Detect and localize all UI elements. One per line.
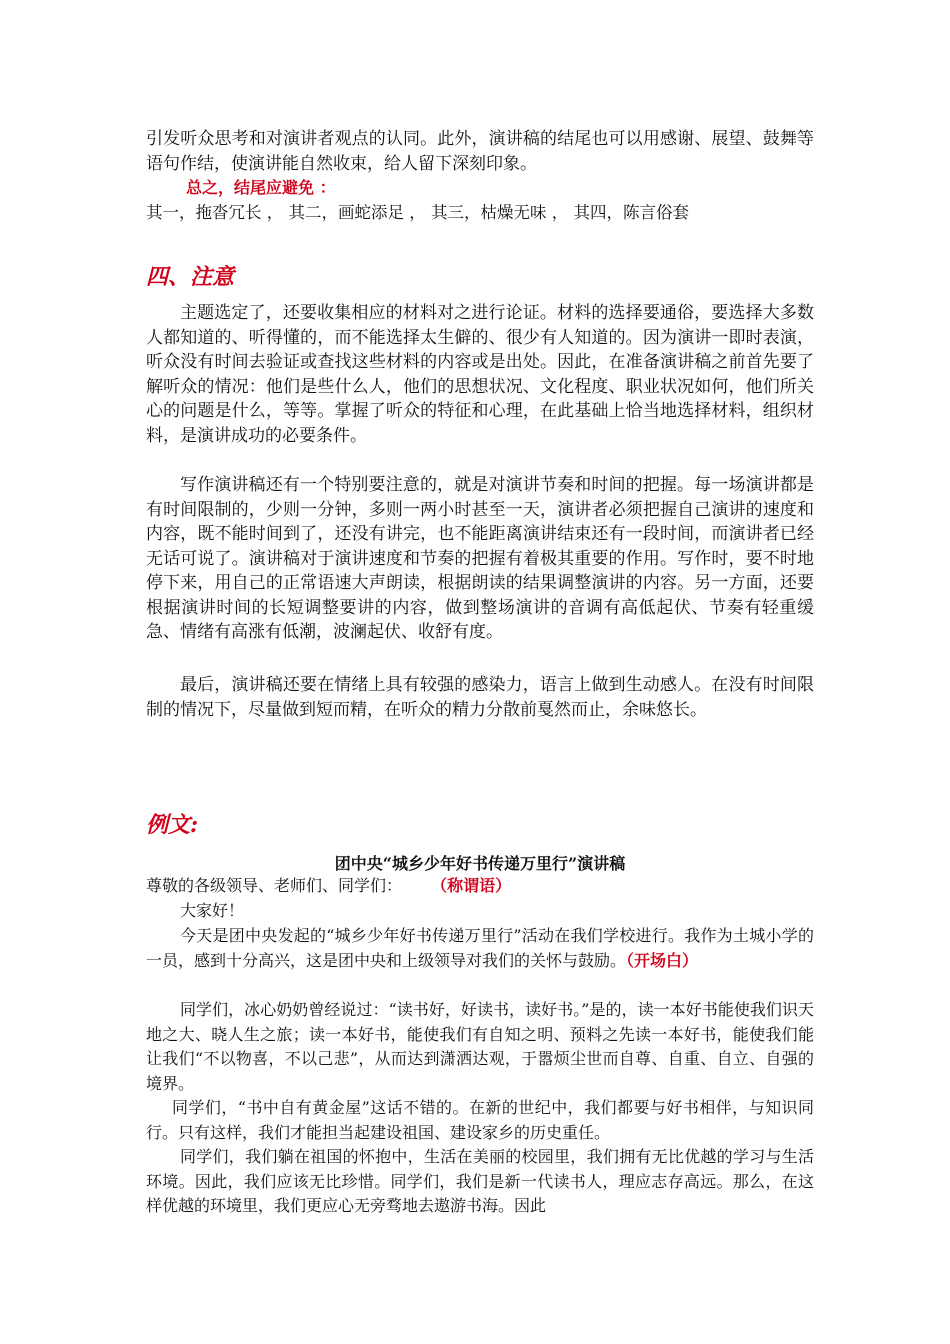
greeting: 大家好！ <box>180 901 245 920</box>
salutation-line <box>146 874 814 899</box>
speech-paragraph-1-text: 今天是团中央发起的“城乡少年好书传递万里行”活动在我们学校进行。我作为土城小学的一员，感到十分高兴，这是团中央和上级领导对我们的关怀与鼓励。 <box>146 926 814 970</box>
avoid-label: 总之，结尾应避免 ： <box>186 178 336 197</box>
speech-paragraph-4: 同学们，我们躺在祖国的怀抱中，生活在美丽的校园里，我们拥有无比优越的学习与生活环境。因此，我们应该无比珍惜。同学们，我们是新一代读书人，理应志存高远。那么，在这样优越的环境里，我们更应心无旁骛地去遨游书海。因此 <box>146 1147 814 1215</box>
avoid-list: 其一，拖沓冗长 ， 其二，画蛇添足 ， 其三，枯燥无味 ， 其四，陈言俗套 <box>146 203 689 222</box>
salutation: 尊敬的各级领导、老师们、同学们： <box>146 876 403 895</box>
intro-paragraph: 引发听众思考和对演讲者观点的认同。此外，演讲稿的结尾也可以用感谢、展望、鼓舞等语句作结，使演讲能自然收束，给人留下深刻印象。 <box>146 129 814 174</box>
opening-note: （开场白） <box>626 950 699 970</box>
example-heading: 例文: <box>146 812 199 838</box>
speech-paragraph-1 <box>146 924 814 973</box>
notes-paragraph-3: 最后，演讲稿还要在情绪上具有较强的感染力，语言上做到生动感人。在没有时间限制的情况下，尽量做到短而精，在听众的精力分散前戛然而止，余味悠长。 <box>146 675 814 720</box>
salutation-note: （称谓语） <box>431 876 512 895</box>
notes-paragraph-1: 主题选定了，还要收集相应的材料对之进行论证。材料的选择要通俗，要选择大多数人都知道的、听得懂的，而不能选择太生僻的、很少有人知道的。因为演讲一即时表演，听众没有时间去验证或查找这些材料的内容或是出处。因此，在准备演讲稿之前首先要了解听众的情况：他们是些什么人，他们的思想状况、文化程度、职业状况如何，他们所关心的问题是什么，等等。掌握了听众的特征和心理，在此基础上恰当地选择材料，组织材料，是演讲成功的必要条件。 <box>146 303 814 446</box>
speech-paragraph-3: 同学们，“书中自有黄金屋”这话不错的。在新的世纪中，我们都要与好书相伴，与知识同行。只有这样，我们才能担当起建设祖国、建设家乡的历史重任。 <box>146 1098 814 1142</box>
section-heading-notes: 四、注意 <box>146 264 235 290</box>
speech-title: 团中央“城乡少年好书传递万里行”演讲稿 <box>334 854 626 873</box>
notes-paragraph-2: 写作演讲稿还有一个特别要注意的，就是对演讲节奏和时间的把握。每一场演讲都是有时间限制的，少则一分钟，多则一两小时甚至一天，演讲者必须把握自己演讲的速度和内容，既不能时间到了，还没有讲完，也不能距离演讲结束还有一段时间，而演讲者已经无话可说了。演讲稿对于演讲速度和节奏的把握有着极其重要的作用。写作时，要不时地停下来，用自己的正常语速大声朗读，根据朗读的结果调整演讲的内容。另一方面，还要根据演讲时间的长短调整要讲的内容，做到整场演讲的音调有高低起伏、节奏有轻重缓急、情绪有高涨有低潮，波澜起伏、收舒有度。 <box>146 475 814 642</box>
speech-paragraph-2: 同学们，冰心奶奶曾经说过：“读书好，好读书，读好书。”是的，读一本好书能使我们识天地之大、晓人生之旅；读一本好书，能使我们有自知之明、预料之先读一本好书，能使我们能让我们“不以物喜，不以己悲”，从而达到潇洒达观，于嚣烦尘世而自尊、自重、自立、自强的境界。 <box>146 1000 814 1093</box>
